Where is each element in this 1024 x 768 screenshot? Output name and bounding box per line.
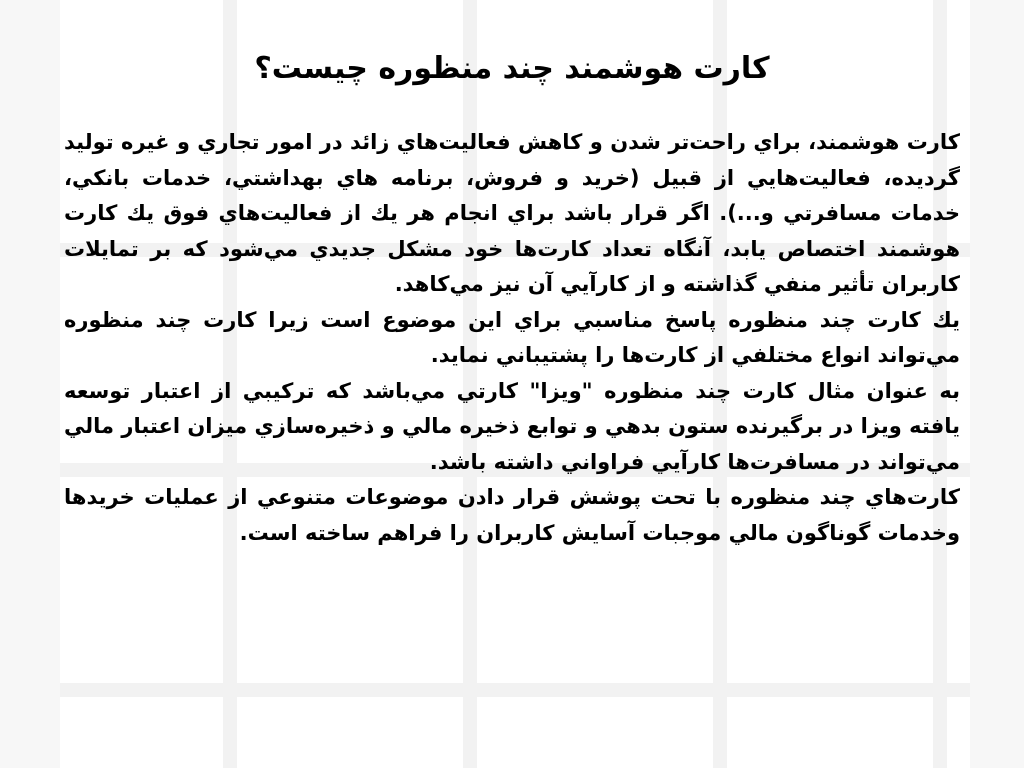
- body-paragraph: يك کارت چند منظوره پاسخ مناسبي براي اين موضوع است زيرا کارت چند منظوره مي‌تواند انواع مختلفي از کارت‌ها را پشتيباني نمايد.: [64, 307, 960, 367]
- slide-body: [64, 125, 960, 551]
- body-paragraph: کارت‌هاي چند منظوره با تحت پوشش قرار دادن موضوعات متنوعي از عمليات خريدها وخدمات گوناگون مالي موجبات آسايش کاربران را فراهم ساخته است.: [64, 485, 960, 545]
- page-title: کارت هوشمند چند منظوره چيست؟: [254, 51, 770, 86]
- body-paragraph: به عنوان مثال کارت چند منظوره "ويزا" کارتي مي‌باشد که ترکيبي از اعتبار توسعه يافته ويزا در برگيرنده ستون بدهي و توابع ذخيره مالي و ذخيره‌سازي ميزان اعتبار مالي مي‌تواند در مسافرت‌ها کارآيي فراواني داشته باشد.: [64, 378, 960, 474]
- body-paragraph: کارت هوشمند، براي راحت‌تر شدن و کاهش فعاليت‌هاي زائد در امور تجاري و غيره توليد گرديده، فعاليت‌هايي از قبيل (خريد و فروش، برنامه هاي بهداشتي، خدمات بانکي، خدمات مسافرتي و...). اگر قرار باشد براي انجام هر يك از فعاليت‌هاي فوق يك کارت هوشمند اختصاص يابد، آنگاه تعداد کارت‌ها خود مشکل جديدي مي‌شود که بر تمايلات کاربران تأثير منفي گذاشته و از کارآيي آن نيز مي‌کاهد.: [64, 130, 960, 296]
